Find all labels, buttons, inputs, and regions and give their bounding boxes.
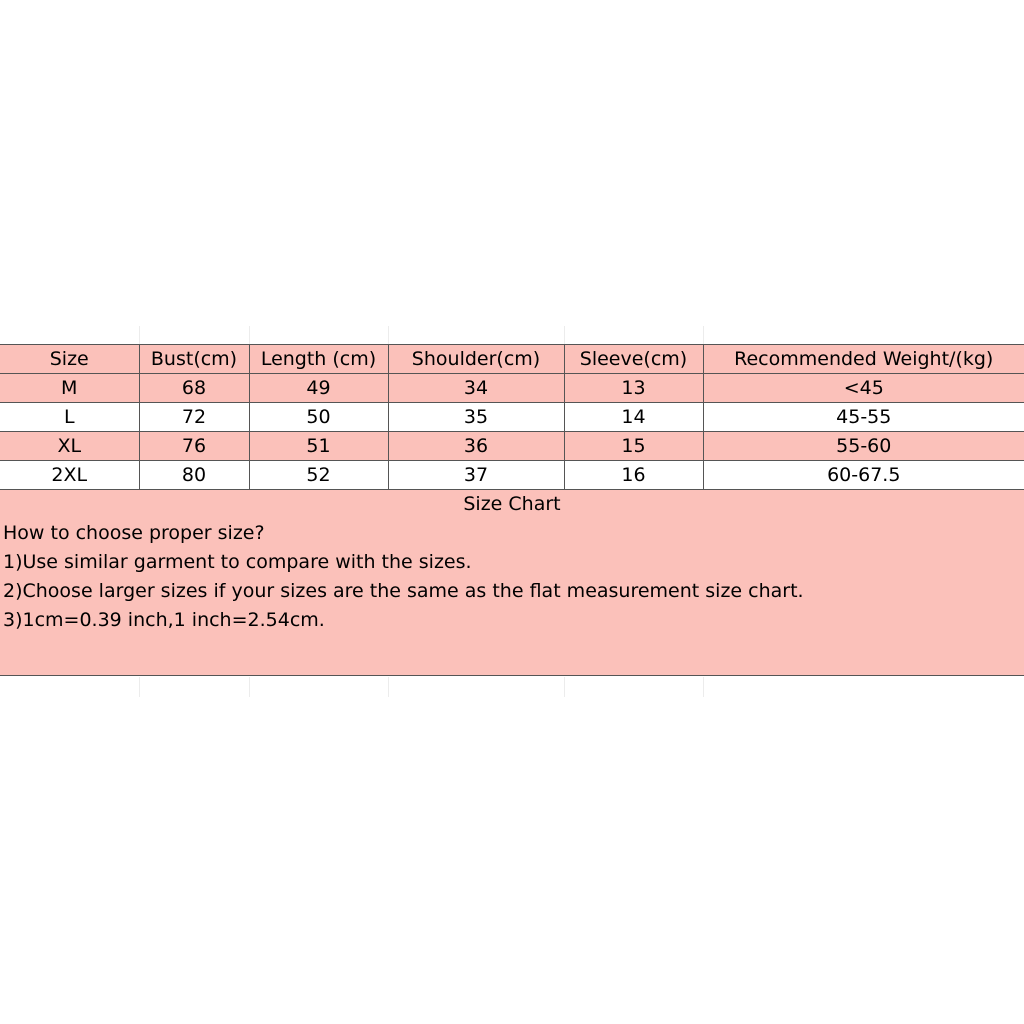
cell-length: 51 (249, 432, 388, 461)
header-recommended-weight: Recommended Weight/(kg) (703, 345, 1024, 374)
header-bust: Bust(cm) (139, 345, 249, 374)
size-tip: 3)1cm=0.39 inch,1 inch=2.54cm. (3, 609, 325, 631)
gridline (388, 677, 389, 697)
size-notes-block (0, 490, 1024, 676)
cell-sleeve: 15 (564, 432, 703, 461)
header-sleeve: Sleeve(cm) (564, 345, 703, 374)
cell-length: 52 (249, 461, 388, 490)
cell-size: XL (0, 432, 139, 461)
gridline (388, 326, 389, 344)
gridline (703, 326, 704, 344)
gridline (703, 677, 704, 697)
cell-weight: 45-55 (703, 403, 1024, 432)
size-tip: 2)Choose larger sizes if your sizes are the same as the flat measurement size chart. (3, 580, 804, 602)
gridline (249, 326, 250, 344)
cell-length: 49 (249, 374, 388, 403)
cell-shoulder: 35 (388, 403, 564, 432)
cell-weight: 60-67.5 (703, 461, 1024, 490)
header-shoulder: Shoulder(cm) (388, 345, 564, 374)
table-row (0, 374, 1024, 403)
gridline (564, 677, 565, 697)
cell-length: 50 (249, 403, 388, 432)
cell-sleeve: 16 (564, 461, 703, 490)
cell-shoulder: 36 (388, 432, 564, 461)
size-chart-caption: Size Chart (463, 493, 561, 515)
table-header-row (0, 345, 1024, 374)
cell-bust: 72 (139, 403, 249, 432)
table-row (0, 432, 1024, 461)
gridline (139, 326, 140, 344)
cell-sleeve: 14 (564, 403, 703, 432)
cell-bust: 76 (139, 432, 249, 461)
table-row (0, 461, 1024, 490)
size-table (0, 344, 1024, 490)
header-length: Length (cm) (249, 345, 388, 374)
size-tip: 1)Use similar garment to compare with the sizes. (3, 551, 472, 573)
table-row (0, 403, 1024, 432)
cell-size: L (0, 403, 139, 432)
cell-size: M (0, 374, 139, 403)
header-size: Size (0, 345, 139, 374)
cell-bust: 68 (139, 374, 249, 403)
gridline (139, 677, 140, 697)
gridline (564, 326, 565, 344)
cell-weight: <45 (703, 374, 1024, 403)
gridline (249, 677, 250, 697)
cell-shoulder: 37 (388, 461, 564, 490)
cell-size: 2XL (0, 461, 139, 490)
cell-bust: 80 (139, 461, 249, 490)
cell-shoulder: 34 (388, 374, 564, 403)
cell-sleeve: 13 (564, 374, 703, 403)
size-question: How to choose proper size? (3, 522, 265, 544)
cell-weight: 55-60 (703, 432, 1024, 461)
